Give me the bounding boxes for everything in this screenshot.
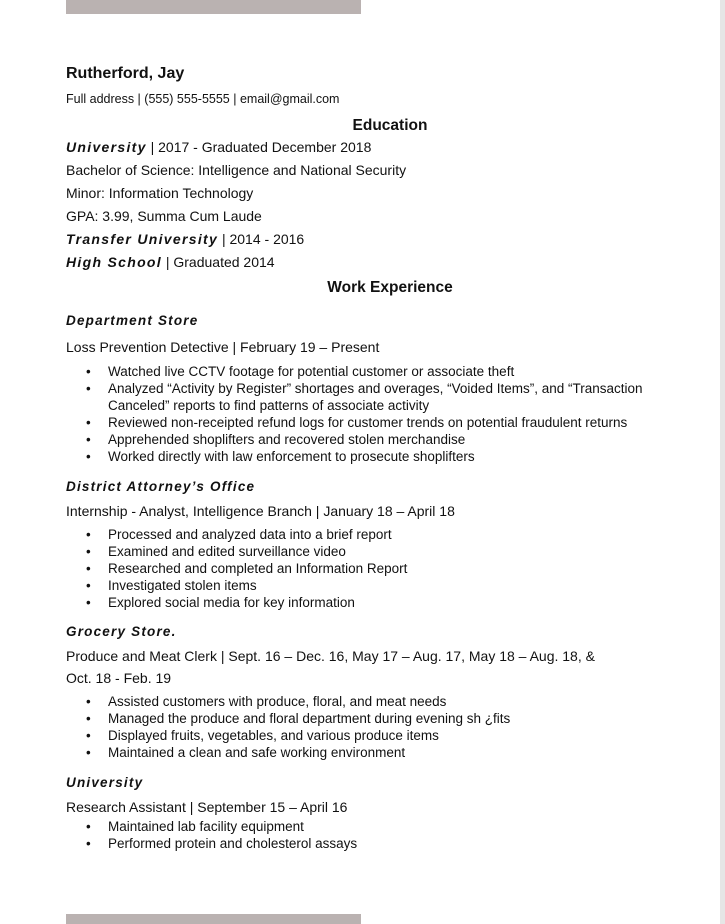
job-bullet: • Explored social media for key information [66,594,666,611]
job-position: Research Assistant | September 15 – April 16 [66,799,348,815]
edu-minor: Minor: Information Technology [66,185,254,201]
job-bullet: • Apprehended shoplifters and recovered stolen merchandise [66,431,666,448]
job-bullet: • Maintained lab facility equipment [66,818,666,835]
edu-transfer-detail: | 2014 - 2016 [218,231,305,247]
page-edge [720,0,725,924]
job-bullet-list [66,363,666,465]
job-bullet-list [66,526,666,611]
job-bullet: • Analyzed “Activity by Register” shortages and overages, “Voided Items”, and “Transaction Canceled” reports to find patterns of associate activity [66,380,666,414]
job-bullet: • Examined and edited surveillance video [66,543,666,560]
edu-degree: Bachelor of Science: Intelligence and National Security [66,162,407,178]
job-bullet: • Maintained a clean and safe working environment [66,744,666,761]
job-bullet: • Worked directly with law enforcement to prosecute shoplifters [66,448,666,465]
job-position: Internship - Analyst, Intelligence Branch | January 18 – April 18 [66,503,455,519]
education-section [66,136,666,274]
edu-highschool-name: High School [66,254,162,270]
job-entry [66,311,666,465]
edu-university-line [66,136,666,159]
work-section [66,311,666,852]
job-bullet: • Managed the produce and floral department during evening sh ¿fits [66,710,666,727]
job-bullet-list [66,693,666,761]
edu-transfer-name: Transfer University [66,231,219,247]
edu-gpa: GPA: 3.99, Summa Cum Laude [66,208,262,224]
job-position: Produce and Meat Clerk | Sept. 16 – Dec. 16, May 17 – Aug. 17, May 18 – Aug. 18, & [66,648,595,664]
job-position-cont: Oct. 18 - Feb. 19 [66,670,172,686]
job-entry [66,773,666,852]
job-employer: Grocery Store. [66,624,177,639]
edu-highschool-detail: | Graduated 2014 [161,254,275,270]
footer-decor-bar [66,914,361,924]
job-employer: District Attorney’s Office [66,479,256,494]
job-entry [66,622,666,761]
job-bullet-list [66,818,666,852]
job-bullet: • Processed and analyzed data into a brief report [66,526,666,543]
education-heading: Education [352,117,428,134]
header-decor-bar [66,0,361,14]
job-bullet: • Assisted customers with produce, floral, and meat needs [66,693,666,710]
job-bullet: • Watched live CCTV footage for potential customer or associate theft [66,363,666,380]
job-bullet: • Performed protein and cholesterol assays [66,835,666,852]
job-bullet: • Investigated stolen items [66,577,666,594]
candidate-name: Rutherford, Jay [66,65,185,82]
job-bullet: • Reviewed non-receipted refund logs for customer trends on potential fraudulent returns [66,414,666,431]
work-heading: Work Experience [327,279,453,296]
job-bullet: • Displayed fruits, vegetables, and various produce items [66,727,666,744]
job-employer: Department Store [66,313,199,328]
contact-line: Full address | (555) 555-5555 | email@gmail.com [66,92,340,106]
edu-university-detail: | 2017 - Graduated December 2018 [146,139,372,155]
job-bullet: • Researched and completed an Information Report [66,560,666,577]
edu-highschool-line [66,251,666,274]
job-position: Loss Prevention Detective | February 19 – Present [66,339,380,355]
resume-page [66,64,666,852]
job-employer: University [66,775,144,790]
job-entry [66,477,666,611]
edu-university-name: University [66,139,147,155]
edu-transfer-line [66,228,666,251]
